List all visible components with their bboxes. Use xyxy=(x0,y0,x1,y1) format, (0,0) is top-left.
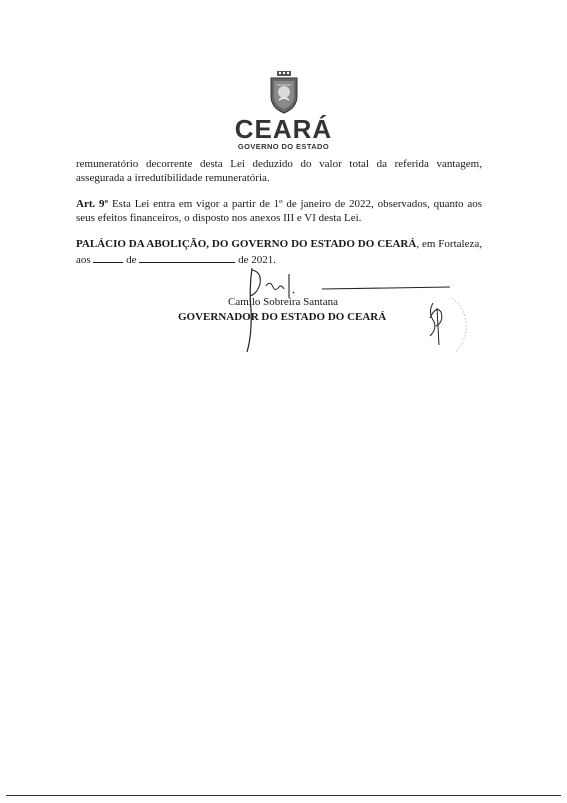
article-text: Esta Lei entra em vigor a partir de 1º de janeiro de 2022, observados, quanto aos seus efeitos financeiros, o disposto nos anexos III e VI desta Lei. xyxy=(76,198,482,224)
closing-text-3: de 2021. xyxy=(235,253,276,266)
closing-text-1: , em Fortaleza, aos xyxy=(76,238,482,266)
month-blank xyxy=(139,252,235,263)
signatory-title: GOVERNADOR DO ESTADO DO CEARÁ xyxy=(178,311,387,323)
brand-subtitle: GOVERNO DO ESTADO xyxy=(237,142,330,151)
footer-rule xyxy=(6,795,561,796)
closing-text-2: de xyxy=(123,253,140,266)
closing-location: PALÁCIO DA ABOLIÇÃO, DO GOVERNO DO ESTADO DO CEARÁ xyxy=(76,238,417,250)
article-label: Art. 9º xyxy=(76,198,109,210)
paragraph-text: remuneratório decorrente desta Lei deduzido do valor total da referida vantagem, assegurada a irredutibilidade remuneratória. xyxy=(76,158,482,184)
article-9 xyxy=(76,198,482,225)
brand-name: CEARÁ xyxy=(234,114,333,144)
signatory-name: Camilo Sobreira Santana xyxy=(228,296,338,308)
day-blank xyxy=(93,252,123,263)
state-coat-of-arms-icon xyxy=(268,70,300,114)
closing-paragraph xyxy=(76,238,482,267)
paragraph-remuneratorio xyxy=(76,158,482,185)
